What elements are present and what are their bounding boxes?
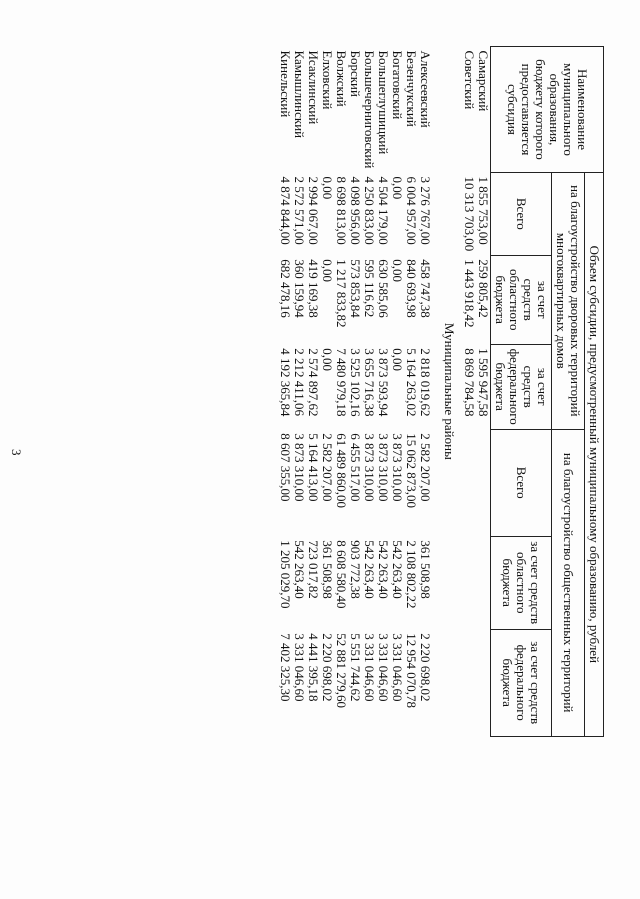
cell-p-total — [476, 429, 491, 536]
cell-p-total: 2 582 207,00 — [320, 433, 335, 502]
cell-p-reg — [476, 536, 491, 629]
cell-d-reg: 360 159,94 — [292, 259, 307, 318]
table-row — [404, 47, 418, 737]
header-group-yards: на благоустройство дворовых территорий многоквартирных домов — [552, 172, 585, 429]
cell-p-fed: 3 331 046,60 — [362, 633, 377, 702]
header-regional-2: за счет средств областного бюджета — [491, 536, 552, 629]
cell-d-total: 4 250 833,00 — [362, 176, 377, 245]
table-row — [462, 47, 476, 737]
header-regional-1: за счет средств областного бюджета — [491, 255, 552, 344]
cell-p-fed: 3 331 046,60 — [390, 633, 405, 702]
header-total-1: Всего — [491, 172, 552, 255]
cell-d-fed: 7 480 979,18 — [334, 348, 349, 417]
cell-p-reg: 361 508,98 — [418, 540, 433, 599]
cell-d-total: 8 698 813,00 — [334, 176, 349, 245]
table-row — [476, 47, 491, 737]
cell-p-total: 3 873 310,00 — [390, 433, 405, 502]
cell-d-reg: 419 169,38 — [306, 259, 321, 318]
cell-d-total: 4 504 179,00 — [376, 176, 391, 245]
cell-p-total: 5 164 413,00 — [306, 433, 321, 502]
header-name-column: Наименование муниципального образования, бюджету которого предоставляется субсидия — [491, 47, 604, 173]
cell-p-reg: 2 108 802,22 — [404, 540, 419, 609]
municipality-name: Исаклинский — [306, 50, 321, 125]
cell-d-fed: 4 192 365,84 — [278, 348, 293, 417]
cell-p-fed: 2 220 698,02 — [418, 633, 433, 702]
table-row — [362, 47, 376, 737]
cell-d-reg: 1 443 918,42 — [462, 259, 477, 328]
cell-d-fed: 3 525 102,16 — [348, 348, 363, 417]
section-title: Муниципальные районы — [442, 322, 457, 460]
cell-p-reg: 542 263,40 — [362, 540, 377, 599]
cell-p-total: 8 607 355,00 — [278, 433, 293, 502]
header-main: Объем субсидии, предусмотренный муниципальному образованию, рублей — [585, 172, 604, 736]
subsidy-table — [278, 46, 604, 737]
cell-p-fed — [462, 629, 476, 736]
cell-d-total: 0,00 — [390, 176, 405, 200]
table-row — [418, 47, 432, 737]
cell-p-fed — [476, 629, 491, 736]
cell-d-reg: 259 805,42 — [476, 259, 491, 318]
cell-p-reg: 542 263,40 — [292, 540, 307, 599]
municipality-name: Волжский — [334, 50, 349, 107]
cell-p-fed: 5 551 744,62 — [348, 633, 363, 702]
municipality-name: Елховский — [320, 50, 335, 110]
header-federal-1: за счет средств федерального бюджета — [491, 344, 552, 429]
table-row — [334, 47, 348, 737]
cell-d-fed: 3 873 593,94 — [376, 348, 391, 417]
cell-p-fed: 3 331 046,60 — [376, 633, 391, 702]
cell-d-total: 10 313 703,00 — [462, 176, 477, 252]
municipality-name: Камышлинский — [292, 50, 307, 139]
cell-d-reg: 630 585,06 — [376, 259, 391, 318]
cell-d-fed: 1 595 947,58 — [476, 348, 491, 417]
cell-p-total: 3 873 310,00 — [376, 433, 391, 502]
table-row — [376, 47, 390, 737]
urban-rows — [462, 47, 491, 737]
header-federal-2: за счет средств федерального бюджета — [491, 629, 552, 736]
cell-d-reg: 840 693,98 — [404, 259, 419, 318]
cell-d-reg: 0,00 — [390, 259, 405, 282]
cell-p-reg: 542 263,40 — [376, 540, 391, 599]
cell-p-fed: 2 220 698,02 — [320, 633, 335, 702]
municipality-name: Большечерниговский — [362, 50, 377, 169]
cell-d-total: 2 994 067,00 — [306, 176, 321, 245]
cell-d-fed: 2 574 897,62 — [306, 348, 321, 417]
table-row — [278, 47, 292, 737]
municipality-name: Советский — [462, 50, 477, 110]
table-row — [320, 47, 334, 737]
municipality-name: Самарский — [476, 50, 491, 112]
section-header — [432, 47, 462, 737]
cell-d-total: 0,00 — [320, 176, 335, 200]
cell-d-reg: 573 853,84 — [348, 259, 363, 318]
cell-p-reg: 903 772,38 — [348, 540, 363, 599]
cell-d-reg: 0,00 — [320, 259, 335, 282]
cell-p-fed: 52 881 279,60 — [334, 633, 349, 708]
cell-p-total: 15 062 873,00 — [404, 433, 419, 508]
cell-p-reg: 542 263,40 — [390, 540, 405, 599]
municipality-name: Богатовский — [390, 50, 405, 120]
cell-p-total: 3 873 310,00 — [292, 433, 307, 502]
header-total-2: Всего — [491, 429, 552, 536]
table-row — [292, 47, 306, 737]
municipality-name: Алексеевский — [418, 50, 433, 128]
cell-d-fed: 8 869 784,58 — [462, 348, 477, 417]
cell-p-fed: 12 954 070,78 — [404, 633, 419, 708]
cell-p-fed: 4 441 395,18 — [306, 633, 321, 702]
table-row — [348, 47, 362, 737]
cell-p-total: 2 582 207,00 — [418, 433, 433, 502]
cell-p-reg: 1 205 029,70 — [278, 540, 293, 609]
cell-d-reg: 458 747,38 — [418, 259, 433, 318]
cell-d-fed: 2 212 411,06 — [292, 348, 307, 416]
municipality-name: Большеглушицкий — [376, 50, 391, 155]
cell-p-total: 61 489 860,00 — [334, 433, 349, 508]
cell-p-total: 6 455 517,00 — [348, 433, 363, 502]
cell-p-total — [462, 429, 476, 536]
cell-d-total: 6 004 957,00 — [404, 176, 419, 245]
cell-p-fed: 3 331 046,60 — [292, 633, 307, 702]
cell-d-fed: 0,00 — [320, 348, 335, 371]
cell-d-total: 1 855 753,00 — [476, 176, 491, 245]
cell-p-reg — [462, 536, 476, 629]
district-rows — [278, 47, 432, 737]
page-number: 3 — [9, 449, 24, 456]
municipality-name: Кинельский — [278, 50, 293, 118]
municipality-name: Безенчукский — [404, 50, 419, 127]
cell-d-fed: 2 818 019,62 — [418, 348, 433, 417]
cell-d-reg: 682 478,16 — [278, 259, 293, 318]
cell-d-total: 4 874 844,00 — [278, 176, 293, 245]
cell-p-reg: 723 017,82 — [306, 540, 321, 599]
cell-d-total: 3 276 767,00 — [418, 176, 433, 245]
municipality-name: Борский — [348, 50, 363, 97]
header-group-public: на благоустройство общественных территорий — [552, 429, 585, 736]
cell-d-total: 4 098 956,00 — [348, 176, 363, 245]
cell-p-total: 3 873 310,00 — [362, 433, 377, 502]
cell-d-reg: 595 116,62 — [362, 259, 377, 318]
table-row — [390, 47, 404, 737]
cell-d-fed: 0,00 — [390, 348, 405, 371]
cell-d-fed: 3 655 716,38 — [362, 348, 377, 417]
table-row — [306, 47, 320, 737]
cell-p-reg: 361 508,98 — [320, 540, 335, 599]
cell-d-fed: 5 164 263,02 — [404, 348, 419, 417]
cell-p-reg: 8 608 580,40 — [334, 540, 349, 609]
cell-d-reg: 1 217 833,82 — [334, 259, 349, 328]
cell-d-total: 2 572 571,00 — [292, 176, 307, 245]
cell-p-fed: 7 402 325,30 — [278, 633, 293, 702]
